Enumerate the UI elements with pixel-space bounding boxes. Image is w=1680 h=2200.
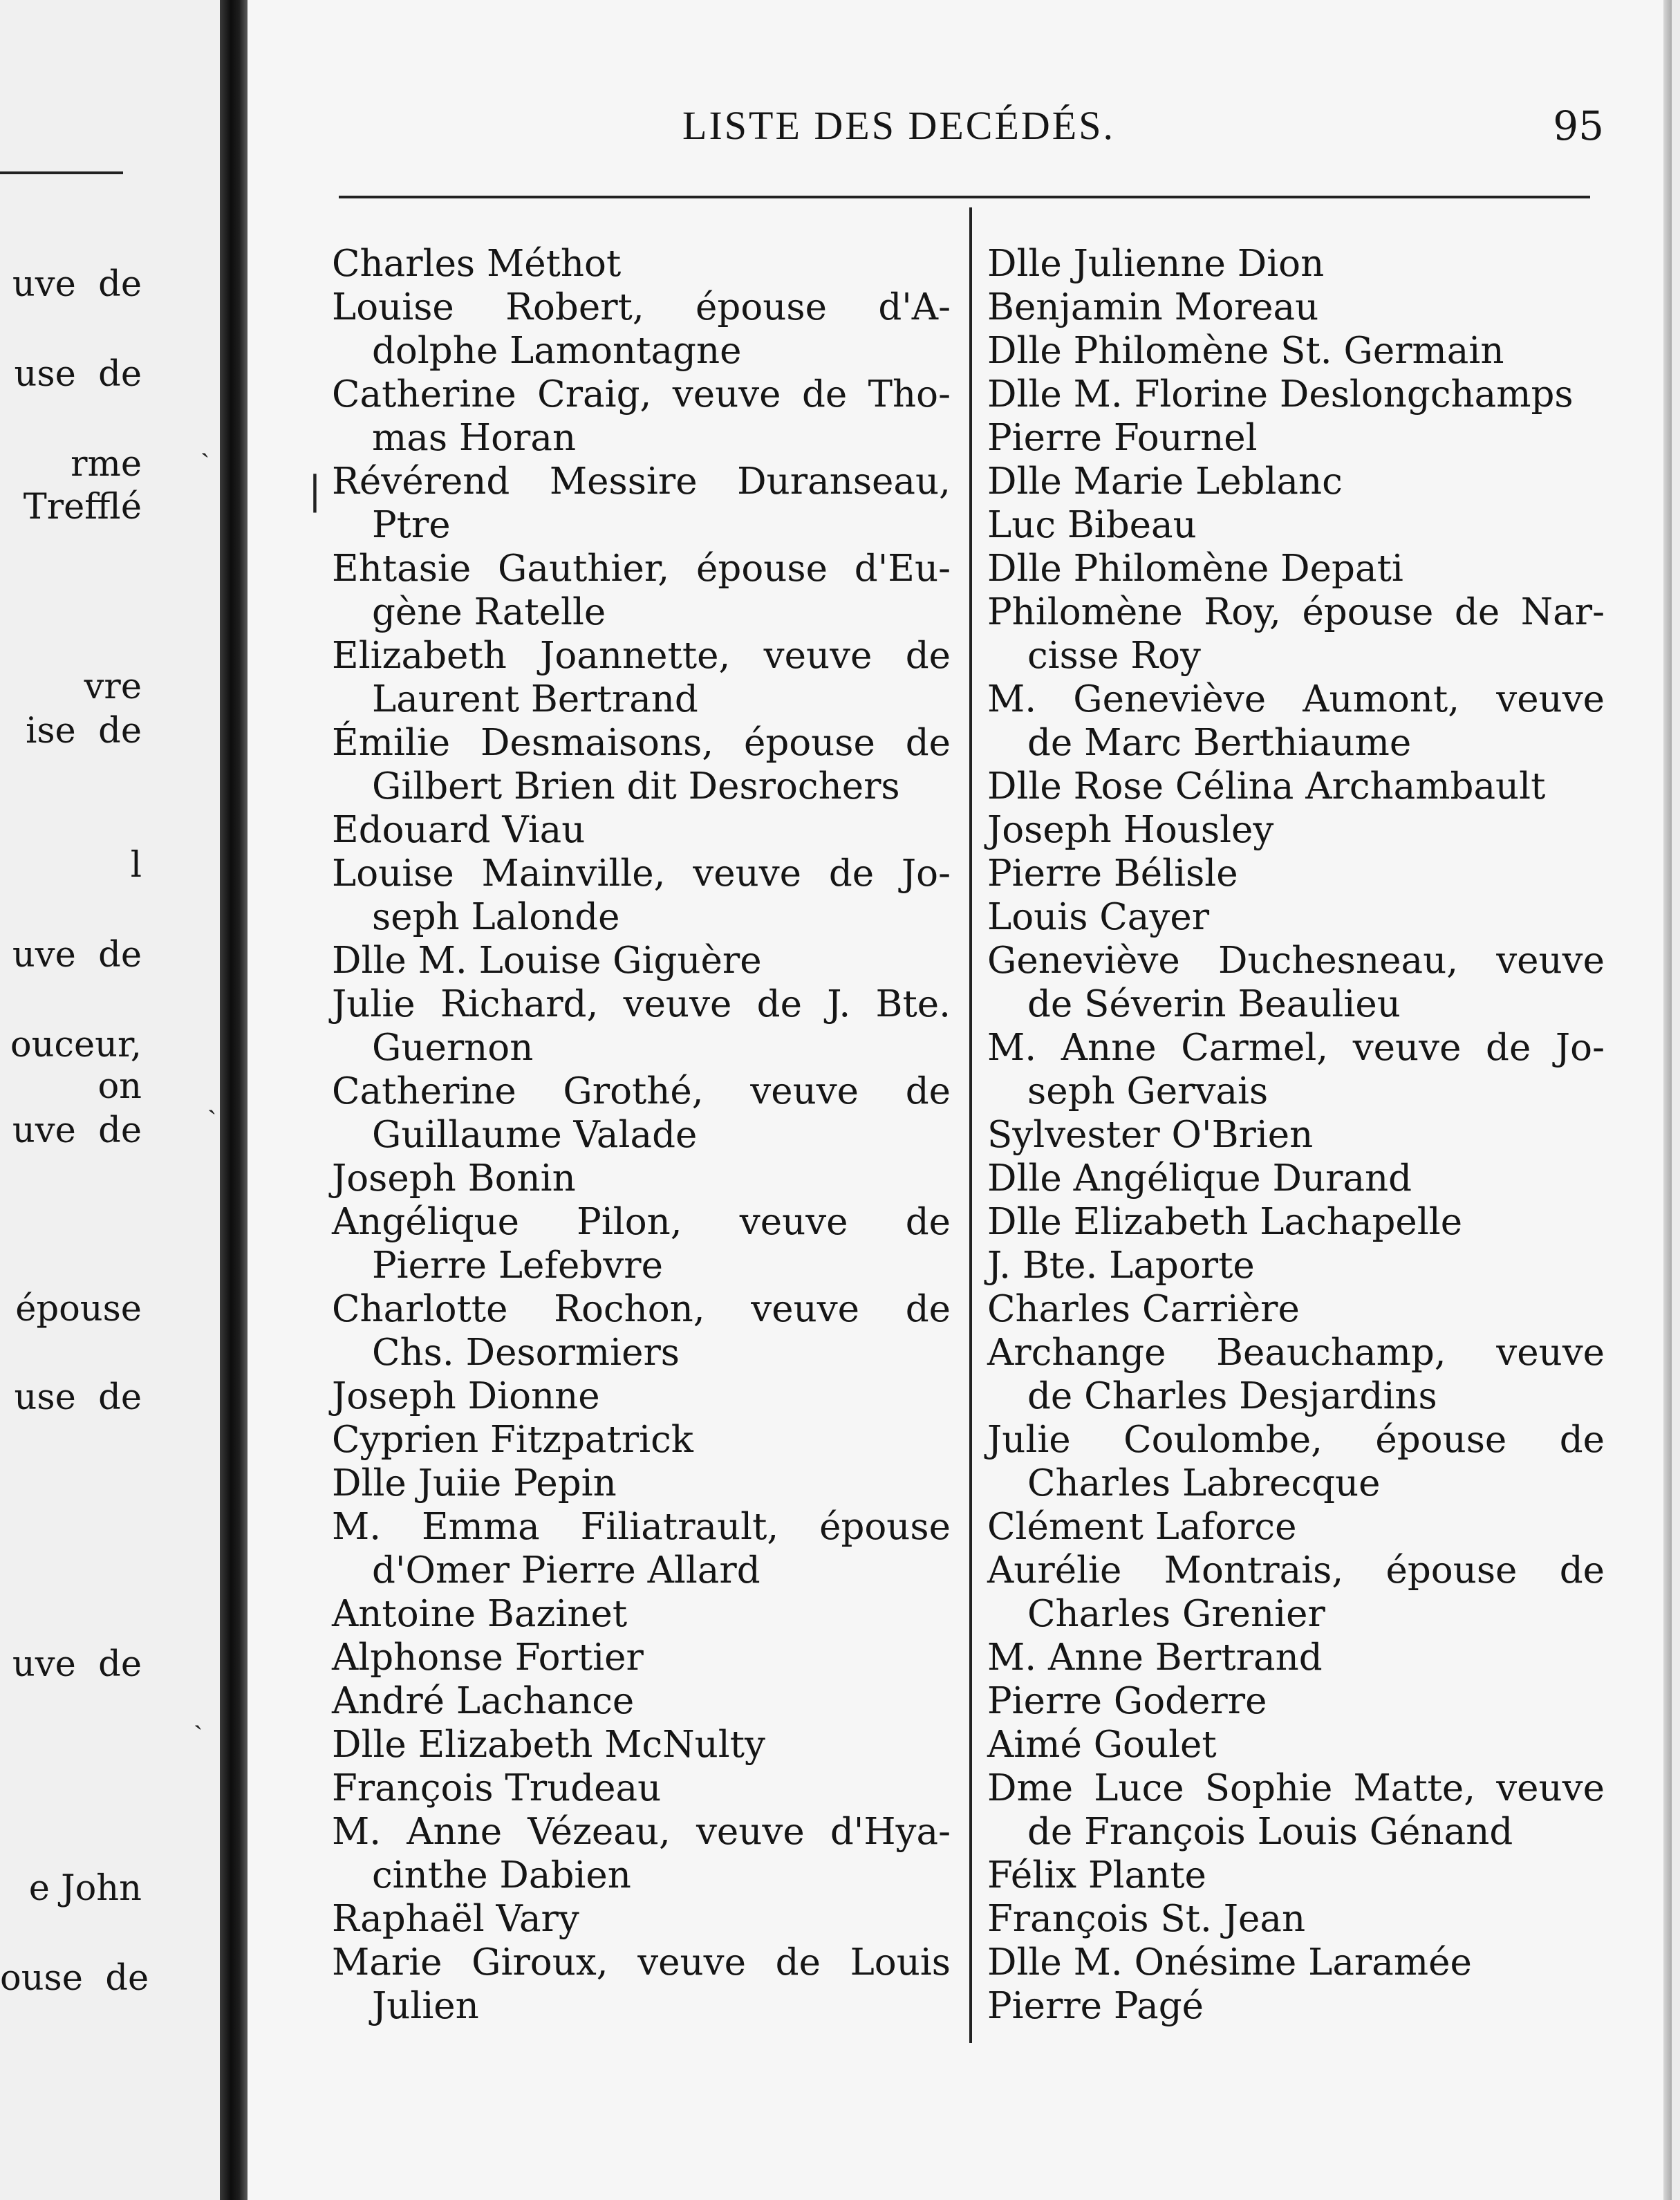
deceased-entry [987, 416, 1605, 460]
facing-page-fragment-text: use de [14, 1377, 142, 1418]
deceased-entry [987, 503, 1605, 547]
deceased-entry [987, 373, 1605, 416]
deceased-entry [332, 982, 951, 1070]
entry-continuation-line: Guillaume Valade [372, 1114, 698, 1156]
page-edge [1663, 0, 1672, 2200]
facing-page-fragment-line [0, 1109, 220, 1153]
column-divider [969, 207, 972, 2043]
entry-line: M. Emma Filiatrault, épouse [332, 1506, 951, 1548]
entry-line: Archange Beauchamp, veuve [987, 1332, 1605, 1374]
facing-page-fragment-line [0, 843, 220, 888]
entry-line: Joseph Dionne [332, 1375, 600, 1417]
margin-mark: | [308, 468, 321, 513]
entry-continuation-line: cisse Roy [1027, 635, 1201, 677]
entry-line: Dlle Juiie Pepin [332, 1462, 617, 1504]
entry-continuation-line: de Marc Berthiaume [1027, 722, 1412, 764]
entry-line: Pierre Bélisle [987, 852, 1238, 895]
facing-page-fragment-text: rme [71, 444, 142, 485]
entry-line: Charlotte Rochon, veuve de [332, 1288, 951, 1330]
deceased-entry [987, 1854, 1605, 1897]
entry-continuation-line: Julien [372, 1985, 479, 2027]
facing-page-fragment-line [0, 1643, 220, 1687]
entry-line: Aimé Goulet [987, 1724, 1217, 1766]
page-title: LISTE DES DECÉDÉS. [682, 103, 1115, 148]
deceased-entry [332, 939, 951, 982]
entry-line: Catherine Grothé, veuve de [332, 1070, 951, 1112]
entry-line: Joseph Bonin [332, 1157, 576, 1200]
deceased-entry [987, 1679, 1605, 1723]
deceased-entry [987, 1418, 1605, 1505]
facing-page-rule [0, 171, 123, 174]
deceased-entry [332, 1374, 951, 1418]
deceased-entry [332, 808, 951, 852]
deceased-entry [987, 547, 1605, 590]
entry-continuation-line: Pierre Lefebvre [372, 1245, 663, 1287]
deceased-entry [987, 1766, 1605, 1854]
deceased-entry [332, 1766, 951, 1810]
margin-mark: ˏ [200, 427, 210, 458]
entry-line: Antoine Bazinet [332, 1593, 628, 1635]
deceased-entry [332, 1462, 951, 1505]
entry-line: Catherine Craig, veuve de Tho- [332, 373, 951, 416]
entry-line: Pierre Pagé [987, 1985, 1204, 2027]
entry-line: Geneviève Duchesneau, veuve [987, 940, 1605, 982]
facing-page-fragment-text: e John [28, 1868, 142, 1909]
deceased-entry [332, 1679, 951, 1723]
deceased-entry [332, 286, 951, 373]
deceased-entry [987, 1941, 1605, 1984]
entry-continuation-line: seph Lalonde [372, 896, 620, 938]
entry-line: Dlle Julienne Dion [987, 243, 1325, 285]
entry-continuation-line: de Séverin Beaulieu [1027, 983, 1401, 1025]
deceased-entry [332, 547, 951, 634]
facing-page-fragment-line [0, 1867, 220, 1911]
deceased-entry [987, 1331, 1605, 1418]
facing-page-fragment-text: uve de [12, 935, 142, 976]
entry-line: Dlle Angélique Durand [987, 1157, 1412, 1200]
entry-line: Dlle M. Onésime Laramée [987, 1941, 1472, 1984]
left-column-list [332, 242, 951, 2028]
facing-page-fragment-line [0, 665, 220, 709]
entry-continuation-line: Gilbert Brien dit Desrochers [372, 765, 900, 808]
facing-page-fragment-line [0, 263, 220, 307]
facing-page-fragment-line [0, 1023, 220, 1068]
deceased-entry [987, 1244, 1605, 1287]
entry-line: Dlle Philomène Depati [987, 548, 1403, 590]
deceased-entry [332, 373, 951, 460]
entry-line: Dlle Marie Leblanc [987, 460, 1343, 503]
deceased-entry [987, 1636, 1605, 1679]
entry-line: Révérend Messire Duranseau, [332, 460, 951, 503]
deceased-entry [332, 1592, 951, 1636]
deceased-entry [987, 1549, 1605, 1636]
facing-page-fragment-line [0, 353, 220, 397]
deceased-entry [332, 1810, 951, 1897]
facing-page-fragment-text: uve de [12, 264, 142, 305]
facing-page-fragment-text: épouse [4, 1289, 142, 1330]
entry-line: Dlle Philomène St. Germain [987, 330, 1504, 372]
deceased-entry [987, 1157, 1605, 1200]
entry-line: J. Bte. Laporte [987, 1245, 1255, 1287]
facing-page-fragment-text: Trefflé [12, 487, 142, 528]
entry-line: Edouard Viau [332, 809, 586, 851]
deceased-entry [332, 721, 951, 808]
facing-page-fragment-line [0, 709, 220, 754]
facing-page-fragment-text: on [97, 1066, 142, 1107]
entry-continuation-line: Guernon [372, 1027, 534, 1069]
entry-line: Dlle Rose Célina Archambault [987, 765, 1546, 808]
entry-line: Dme Luce Sophie Matte, veuve [987, 1767, 1605, 1809]
deceased-entry [332, 1157, 951, 1200]
facing-page-fragment-line [0, 485, 220, 530]
page-number: 95 [1553, 102, 1604, 149]
entry-line: Félix Plante [987, 1854, 1206, 1896]
deceased-entry [987, 1984, 1605, 2028]
facing-page-fragment-text: uve de [12, 1110, 142, 1151]
deceased-entry [332, 634, 951, 721]
deceased-entry [987, 1505, 1605, 1549]
deceased-entry [332, 1418, 951, 1462]
deceased-entry [332, 852, 951, 939]
book-gutter [220, 0, 248, 2200]
deceased-entry [332, 1897, 951, 1941]
entry-line: Pierre Goderre [987, 1680, 1267, 1722]
deceased-entry [332, 242, 951, 286]
header-rule [339, 196, 1590, 198]
entry-line: Joseph Housley [987, 809, 1274, 851]
deceased-entry [987, 1200, 1605, 1244]
entry-line: Pierre Fournel [987, 417, 1258, 459]
entry-line: M. Anne Bertrand [987, 1637, 1323, 1679]
entry-line: M. Anne Vézeau, veuve d'Hya- [332, 1811, 951, 1853]
facing-page-fragment-text: vre [84, 666, 142, 707]
deceased-entry [987, 939, 1605, 1026]
entry-line: Clément Laforce [987, 1506, 1297, 1548]
facing-page-fragment-text: use de [14, 354, 142, 395]
facing-page-fragment-line [0, 933, 220, 978]
entry-continuation-line: Chs. Desormiers [372, 1332, 680, 1374]
deceased-entry [987, 1026, 1605, 1113]
entry-line: Raphaël Vary [332, 1898, 579, 1940]
entry-line: Alphonse Fortier [332, 1637, 644, 1679]
deceased-entry [987, 1897, 1605, 1941]
deceased-entry [987, 242, 1605, 286]
facing-page-fragment-text: l [130, 845, 142, 886]
entry-continuation-line: mas Horan [372, 417, 577, 459]
entry-continuation-line: Ptre [372, 504, 451, 546]
entry-line: Luc Bibeau [987, 504, 1197, 546]
entry-line: Louise Robert, épouse d'A- [332, 286, 951, 328]
deceased-entry [332, 1636, 951, 1679]
facing-page-fragment-text: ouse de [0, 1958, 149, 1999]
entry-line: Marie Giroux, veuve de Louis [332, 1941, 951, 1984]
entry-line: Louise Mainville, veuve de Jo- [332, 852, 951, 895]
deceased-entry [987, 852, 1605, 895]
facing-page-fragment-text: ouceur, [10, 1025, 142, 1065]
entry-line: Aurélie Montrais, épouse de [987, 1549, 1605, 1592]
deceased-entry [987, 808, 1605, 852]
margin-mark: ˏ [194, 1699, 203, 1731]
deceased-entry [987, 460, 1605, 503]
deceased-entry [332, 1723, 951, 1766]
entry-line: Dlle M. Louise Giguère [332, 940, 762, 982]
deceased-entry [332, 1287, 951, 1374]
entry-continuation-line: dolphe Lamontagne [372, 330, 742, 372]
entry-line: Charles Méthot [332, 243, 622, 285]
entry-continuation-line: cinthe Dabien [372, 1854, 631, 1896]
entry-line: Angélique Pilon, veuve de [332, 1201, 951, 1243]
entry-line: André Lachance [332, 1680, 635, 1722]
right-column-list [987, 242, 1605, 2028]
entry-continuation-line: Charles Labrecque [1027, 1462, 1381, 1504]
deceased-entry [332, 1505, 951, 1592]
deceased-entry [987, 1723, 1605, 1766]
deceased-entry [332, 460, 951, 547]
entry-line: M. Anne Carmel, veuve de Jo- [987, 1027, 1605, 1069]
facing-page-fragment-line [0, 442, 220, 487]
facing-page-fragment-line [0, 1065, 220, 1109]
entry-continuation-line: gène Ratelle [372, 591, 606, 633]
entry-line: Julie Coulombe, épouse de [987, 1419, 1605, 1461]
deceased-entry [987, 1287, 1605, 1331]
entry-line: Ehtasie Gauthier, épouse d'Eu- [332, 548, 951, 590]
entry-line: François St. Jean [987, 1898, 1306, 1940]
entry-line: M. Geneviève Aumont, veuve [987, 678, 1605, 720]
facing-page-fragment-line [0, 1287, 220, 1332]
entry-continuation-line: Charles Grenier [1027, 1593, 1325, 1635]
entry-line: Émilie Desmaisons, épouse de [332, 722, 951, 764]
entry-continuation-line: seph Gervais [1027, 1070, 1269, 1112]
facing-page-fragment-line [0, 1376, 220, 1420]
entry-line: Elizabeth Joannette, veuve de [332, 635, 951, 677]
deceased-entry [987, 590, 1605, 678]
entry-line: Dlle Elizabeth McNulty [332, 1724, 765, 1766]
deceased-entry [332, 1070, 951, 1157]
deceased-entry [332, 1200, 951, 1287]
deceased-entry [987, 1113, 1605, 1157]
deceased-entry [987, 329, 1605, 373]
facing-page-fragment-text: ise de [26, 711, 142, 752]
entry-line: Philomène Roy, épouse de Nar- [987, 591, 1605, 633]
entry-continuation-line: de François Louis Génand [1027, 1811, 1513, 1853]
deceased-entry [987, 286, 1605, 329]
entry-continuation-line: Laurent Bertrand [372, 678, 698, 720]
entry-line: Charles Carrière [987, 1288, 1300, 1330]
deceased-entry [987, 678, 1605, 765]
entry-line: Benjamin Moreau [987, 286, 1319, 328]
entry-line: Dlle Elizabeth Lachapelle [987, 1201, 1463, 1243]
deceased-entry [987, 765, 1605, 808]
entry-line: Louis Cayer [987, 896, 1210, 938]
deceased-entry [987, 895, 1605, 939]
margin-mark: ˏ [207, 1083, 217, 1115]
entry-line: Julie Richard, veuve de J. Bte. [332, 983, 951, 1025]
entry-line: Cyprien Fitzpatrick [332, 1419, 693, 1461]
deceased-entry [332, 1941, 951, 2028]
facing-page-fragment [0, 0, 221, 2200]
entry-line: Sylvester O'Brien [987, 1114, 1314, 1156]
facing-page-fragment-text: uve de [12, 1644, 142, 1685]
entry-line: Dlle M. Florine Deslongchamps [987, 373, 1574, 416]
facing-page-fragment-line [0, 1957, 220, 2001]
entry-continuation-line: d'Omer Pierre Allard [372, 1549, 760, 1592]
entry-continuation-line: de Charles Desjardins [1027, 1375, 1437, 1417]
entry-line: François Trudeau [332, 1767, 662, 1809]
